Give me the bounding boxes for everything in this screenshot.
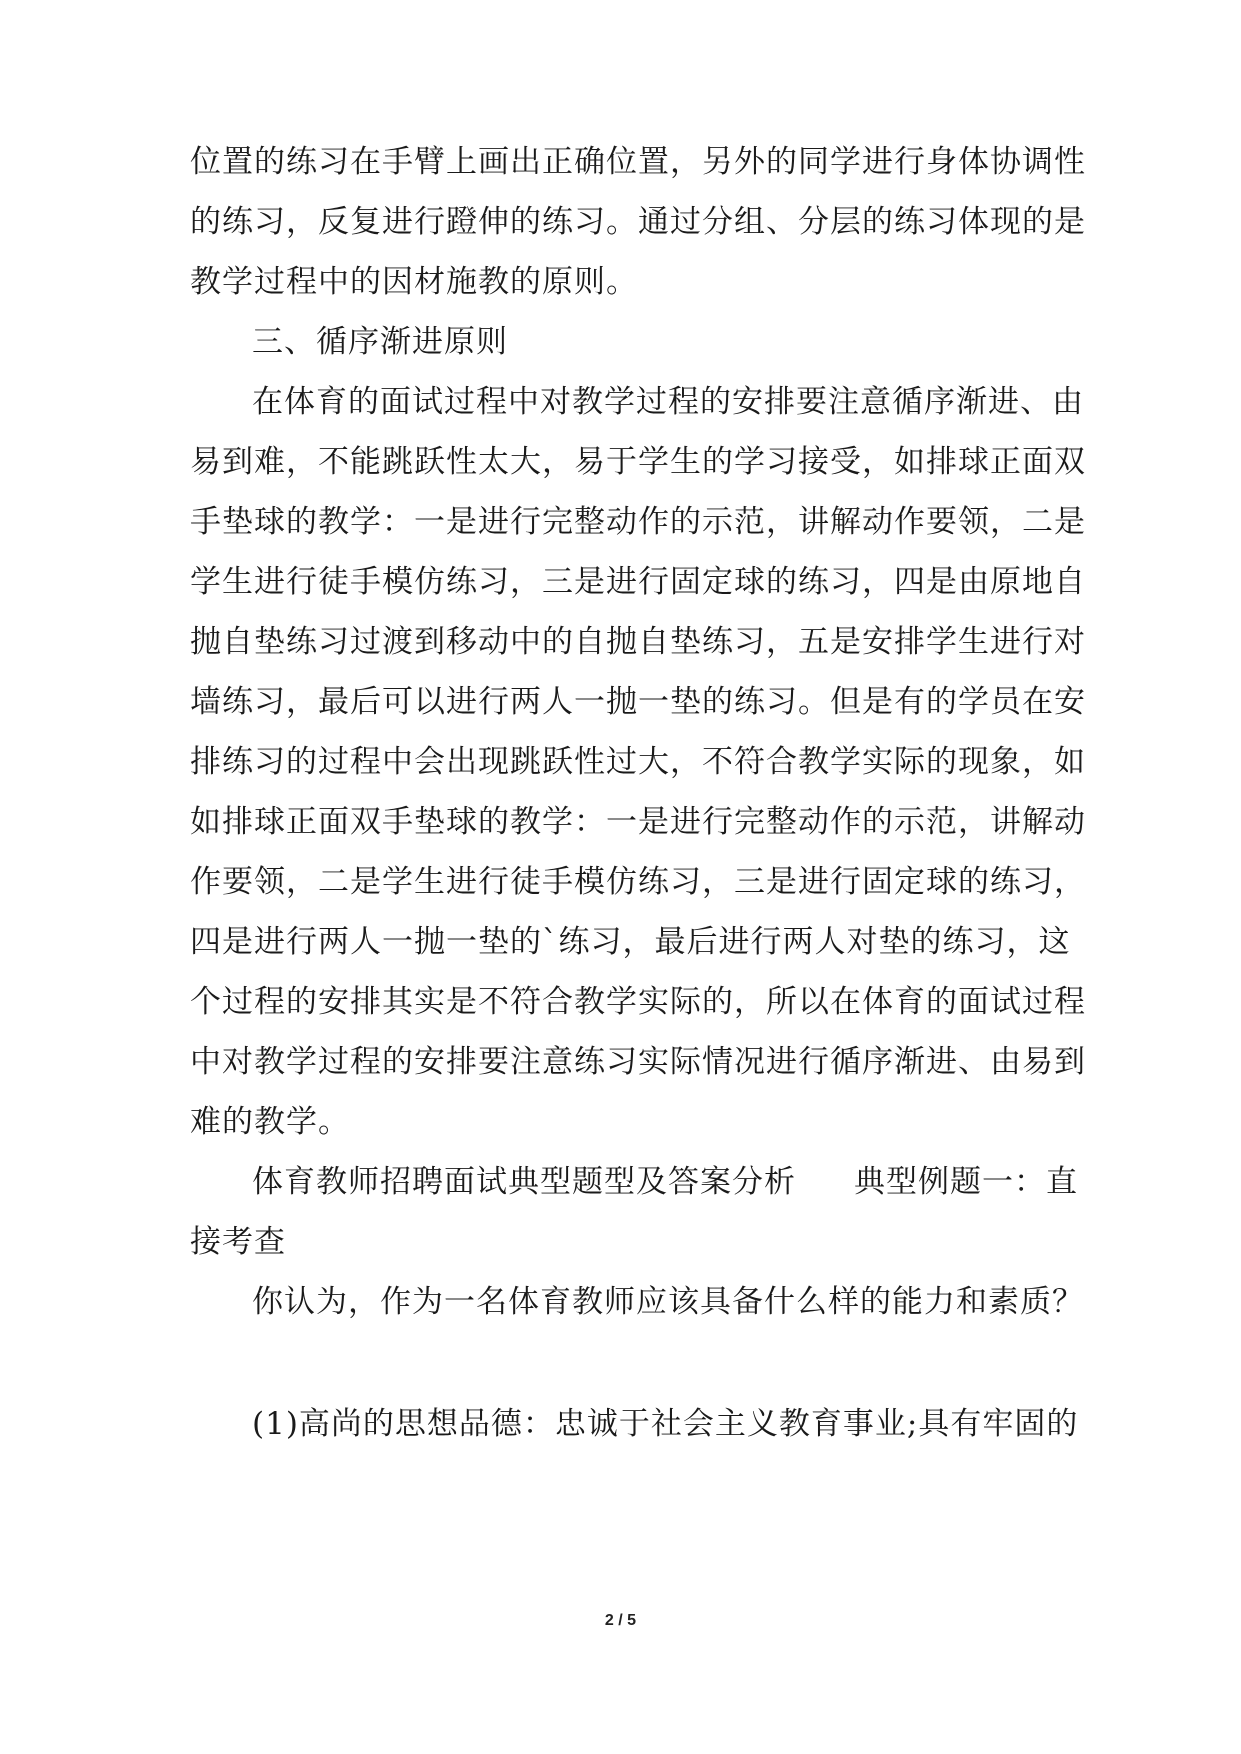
paragraph-line: 难的教学。	[190, 1104, 350, 1140]
paragraph-line: 易到难，不能跳跃性太大，易于学生的学习接受，如排球正面双	[190, 444, 1086, 480]
paragraph-line: 接考查	[190, 1224, 286, 1260]
heading-title: 体育教师招聘面试典型题型及答案分析	[252, 1164, 796, 1200]
paragraph-line: 排练习的过程中会出现跳跃性过大，不符合教学实际的现象，如	[190, 744, 1086, 780]
paragraph-line: 在体育的面试过程中对教学过程的安排要注意循序渐进、由	[252, 384, 1084, 420]
heading-example-label: 典型例题一：	[854, 1164, 1046, 1200]
paragraph-line: 手垫球的教学：一是进行完整动作的示范，讲解动作要领，二是	[190, 504, 1086, 540]
paragraph-line: 教学过程中的因材施教的原则。	[190, 264, 638, 300]
answer-line: (1)高尚的思想品德：忠诚于社会主义教育事业;具有牢固的	[252, 1406, 1079, 1442]
heading-tail: 直	[1046, 1164, 1078, 1200]
paragraph-line: 中对教学过程的安排要注意练习实际情况进行循序渐进、由易到	[190, 1044, 1086, 1080]
paragraph-line: 的练习，反复进行蹬伸的练习。通过分组、分层的练习体现的是	[190, 204, 1086, 240]
example-heading-line	[252, 1164, 1078, 1200]
paragraph-line: 个过程的安排其实是不符合教学实际的，所以在体育的面试过程	[190, 984, 1086, 1020]
paragraph-line: 抛自垫练习过渡到移动中的自抛自垫练习，五是安排学生进行对	[190, 624, 1086, 660]
paragraph-line: 如排球正面双手垫球的教学：一是进行完整动作的示范，讲解动	[190, 804, 1086, 840]
paragraph-line: 墙练习，最后可以进行两人一抛一垫的练习。但是有的学员在安	[190, 684, 1086, 720]
paragraph-line: 四是进行两人一抛一垫的`练习，最后进行两人对垫的练习，这	[190, 924, 1071, 960]
paragraph-line: 位置的练习在手臂上画出正确位置，另外的同学进行身体协调性	[190, 144, 1086, 180]
paragraph-line: 作要领，二是学生进行徒手模仿练习，三是进行固定球的练习，	[190, 864, 1086, 900]
question-line: 你认为，作为一名体育教师应该具备什么样的能力和素质？	[252, 1284, 1084, 1320]
paragraph-line: 学生进行徒手模仿练习，三是进行固定球的练习，四是由原地自	[190, 564, 1086, 600]
page-number: 2 / 5	[604, 1612, 637, 1629]
section-heading: 三、循序渐进原则	[252, 324, 508, 360]
